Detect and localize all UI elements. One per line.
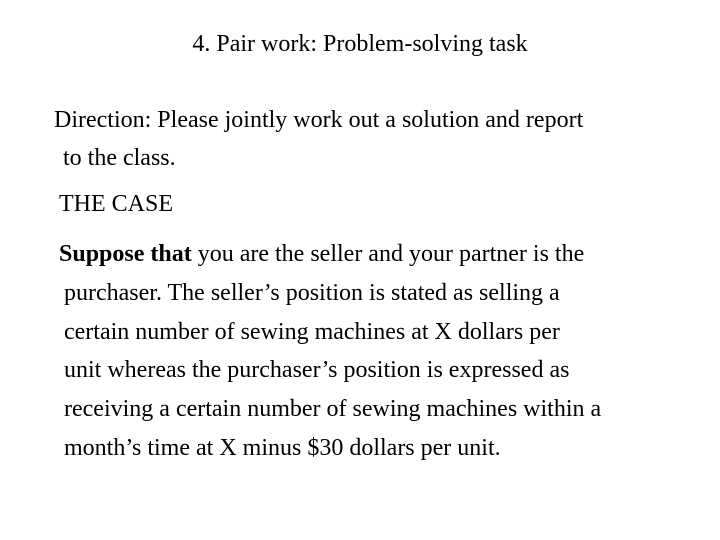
case-lead: Suppose that [59, 241, 192, 267]
case-line: month’s time at X minus $30 dollars per unit. [64, 434, 501, 461]
case-line: purchaser. The seller’s position is stated as selling a [64, 279, 560, 306]
case-line-1-rest: you are the seller and your partner is the [191, 241, 585, 267]
slide-title-text: 4. Pair work: Problem-solving task [192, 31, 528, 57]
slide-title [0, 27, 720, 61]
direction-text-line2: to the class. [63, 145, 176, 171]
direction-label: Direction [54, 107, 145, 133]
case-heading: THE CASE [59, 191, 173, 217]
direction-text-line1: : Please jointly work out a solution and report [144, 107, 584, 133]
case-line-1 [59, 235, 709, 274]
case-line: unit whereas the purchaser’s position is expressed as [64, 357, 570, 384]
case-line: receiving a certain number of sewing machines within a [64, 396, 602, 423]
direction-paragraph [54, 101, 704, 177]
case-paragraph [59, 235, 709, 468]
case-line: certain number of sewing machines at X dollars per [64, 318, 560, 345]
